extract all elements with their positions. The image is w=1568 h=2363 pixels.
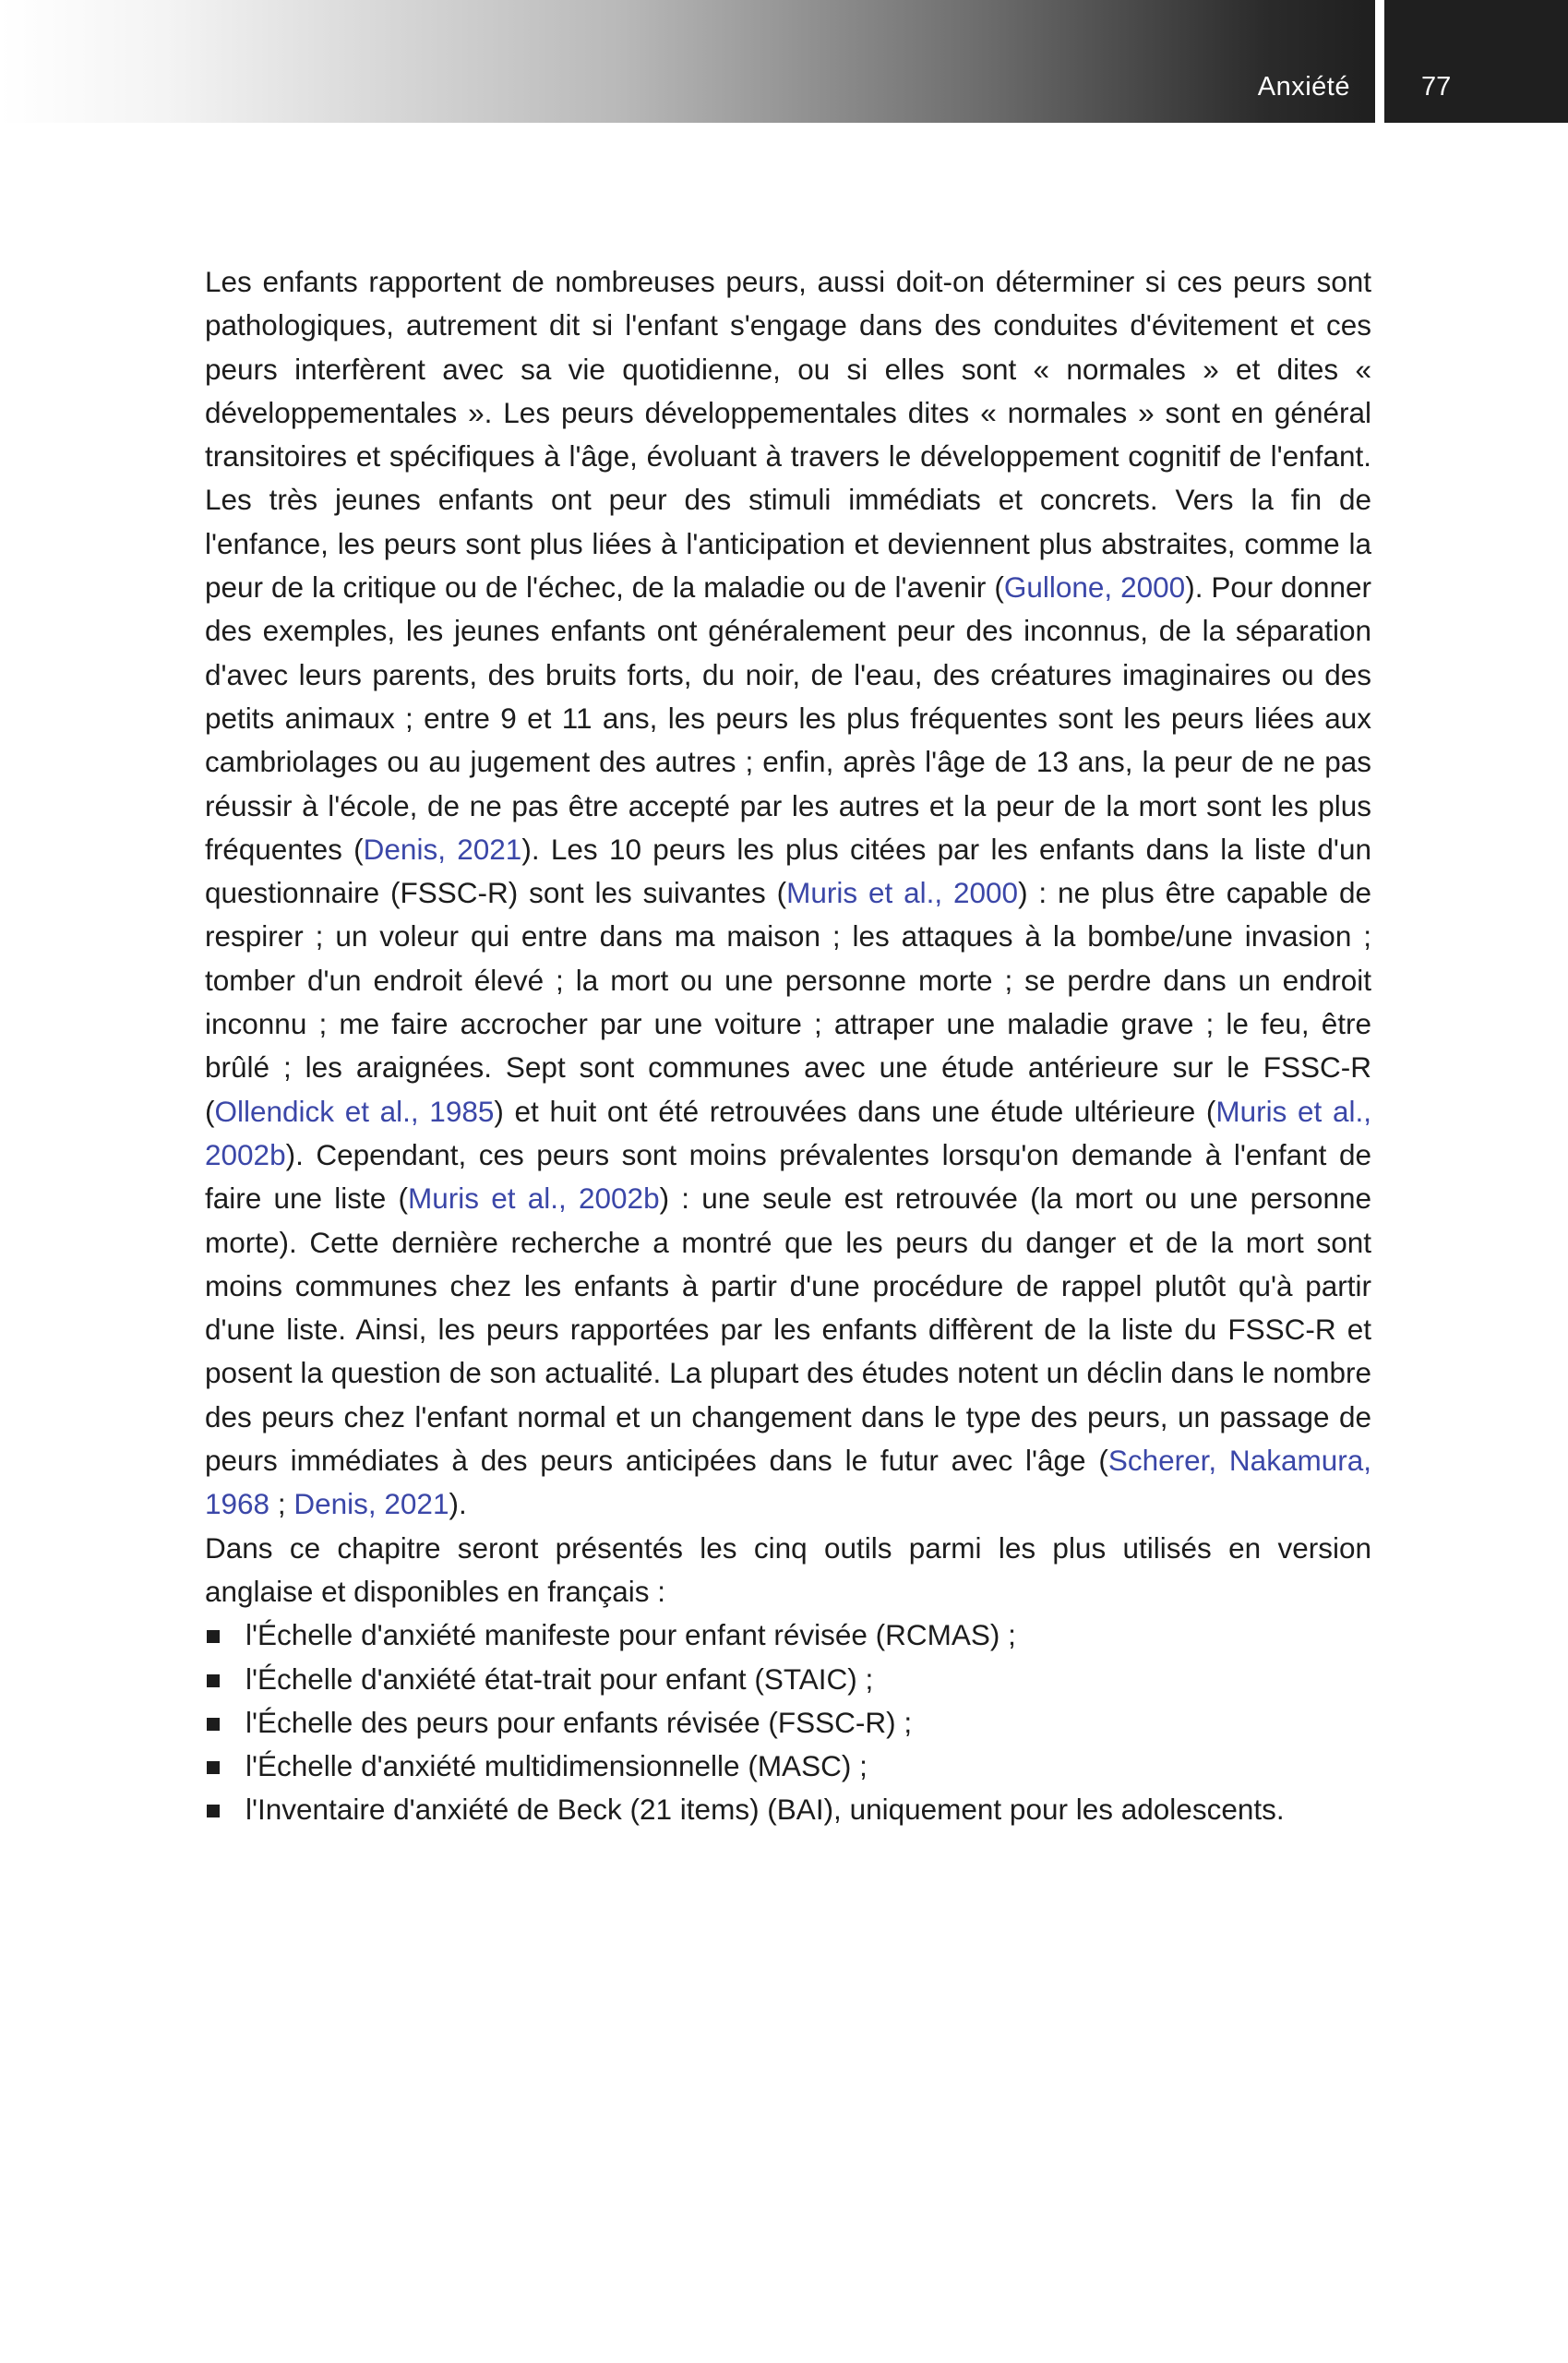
list-item-text: l'Échelle des peurs pour enfants révisée (FSSC-R) ;	[245, 1705, 913, 1739]
list-item	[205, 1701, 1371, 1745]
citation-link[interactable]: Ollendick et al., 1985	[214, 1094, 495, 1128]
list-item	[205, 1745, 1371, 1788]
citation-link[interactable]: Muris et al., 2002b	[205, 1094, 1371, 1171]
list-item-text: l'Inventaire d'anxiété de Beck (21 items) (BAI), uniquement pour les adolescents.	[245, 1793, 1285, 1827]
page-number: 77	[1421, 72, 1452, 102]
list-item-text: l'Échelle d'anxiété multidimensionnelle (MASC) ;	[245, 1749, 868, 1783]
paragraph-text: ). Cependant, ces peurs sont moins prévalentes lorsqu'on demande à l'enfant de faire une liste (	[205, 1137, 1371, 1216]
page-number-box	[1384, 0, 1568, 123]
intro-paragraph: Dans ce chapitre seront présentés les cinq outils parmi les plus utilisés en version anglaise et disponibles en français :	[205, 1530, 1371, 1608]
paragraph-text: ) : ne plus être capable de respirer ; un voleur qui entre dans ma maison ; les attaques à la bombe/une invasion ; tomber d'un endroit élevé ; la mort ou une personne morte ; se perdre dans un endroit inconnu ; me faire accrocher par une voiture ; attraper une maladie grave ; le feu, être brûlé ; les araignées. Sept sont communes avec une étude antérieure sur le FSSC-R (	[205, 876, 1372, 1128]
tools-list	[205, 1613, 1371, 1831]
paragraph-text: ). Les 10 peurs les plus citées par les enfants dans la liste d'un questionnaire (FSSC-R) sont les suivantes (	[205, 832, 1371, 910]
paragraph-text: ). Pour donner des exemples, les jeunes enfants ont généralement peur des inconnus, de la séparation d'avec leurs parents, des bruits forts, du noir, de l'eau, des créatures imaginaires ou des petits animaux ; entre 9 et 11 ans, les peurs les plus fréquentes sont les peurs liées aux cambriolages ou au jugement des autres ; enfin, après l'âge de 13 ans, la peur de ne pas réussir à l'école, de ne pas être accepté par les autres et la peur de la mort sont les plus fréquentes (	[205, 570, 1371, 866]
header-divider	[1375, 0, 1384, 123]
paragraph-text: ) et huit ont été retrouvées dans une étude ultérieure (	[494, 1094, 1216, 1128]
list-item-text: l'Échelle d'anxiété manifeste pour enfant révisée (RCMAS) ;	[245, 1618, 1016, 1652]
square-bullet-icon	[207, 1630, 220, 1643]
list-item-text: l'Échelle d'anxiété état-trait pour enfant (STAIC) ;	[245, 1661, 874, 1696]
square-bullet-icon	[207, 1718, 220, 1731]
list-item	[205, 1788, 1371, 1831]
header-gradient-band	[0, 0, 1375, 123]
body-paragraph	[205, 260, 1371, 1527]
page-body	[205, 260, 1371, 1832]
citation-link[interactable]: Muris et al., 2000	[786, 876, 1019, 910]
square-bullet-icon	[207, 1761, 220, 1774]
list-item	[205, 1613, 1371, 1657]
list-item	[205, 1658, 1371, 1701]
paragraph-text: Les enfants rapportent de nombreuses peurs, aussi doit-on déterminer si ces peurs sont pathologiques, autrement dit si l'enfant s'engage dans des conduites d'évitement et ces peurs interfèrent avec sa vie quotidienne, ou si elles sont « normales » et dites « développementales ». Les peurs développementales dites « normales » sont en général transitoires et spécifiques à l'âge, évoluant à travers le développement cognitif de l'enfant. Les très jeunes enfants ont peur des stimuli immédiats et concrets. Vers la fin de l'enfance, les peurs sont plus liées à l'anticipation et deviennent plus abstraites, comme la peur de la critique ou de l'échec, de la maladie ou de l'avenir (	[205, 265, 1371, 605]
citation-link[interactable]: Scherer, Nakamura, 1968	[205, 1444, 1371, 1521]
citation-link[interactable]: Muris et al., 2002b	[408, 1182, 660, 1216]
paragraph-text: ) : une seule est retrouvée (la mort ou une personne morte). Cette dernière recherche a montré que les peurs du danger et de la mort sont moins communes chez les enfants à partir d'une procédure de rappel plutôt qu'à partir d'une liste. Ainsi, les peurs rapportées par les enfants diffèrent de la liste du FSSC-R et posent la question de son actualité. La plupart des études notent un déclin dans le nombre des peurs chez l'enfant normal et un changement dans le type des peurs, un passage de peurs immédiates à des peurs anticipées dans le futur avec l'âge (	[205, 1182, 1371, 1478]
citation-link[interactable]: Denis, 2021	[363, 832, 522, 866]
square-bullet-icon	[207, 1805, 220, 1817]
running-head: Anxiété	[1257, 72, 1350, 102]
paragraph-text: ;	[269, 1487, 294, 1521]
citation-link[interactable]: Denis, 2021	[293, 1487, 449, 1521]
citation-link[interactable]: Gullone, 2000	[1003, 570, 1186, 605]
paragraph-text: ).	[449, 1487, 467, 1521]
square-bullet-icon	[207, 1674, 220, 1687]
